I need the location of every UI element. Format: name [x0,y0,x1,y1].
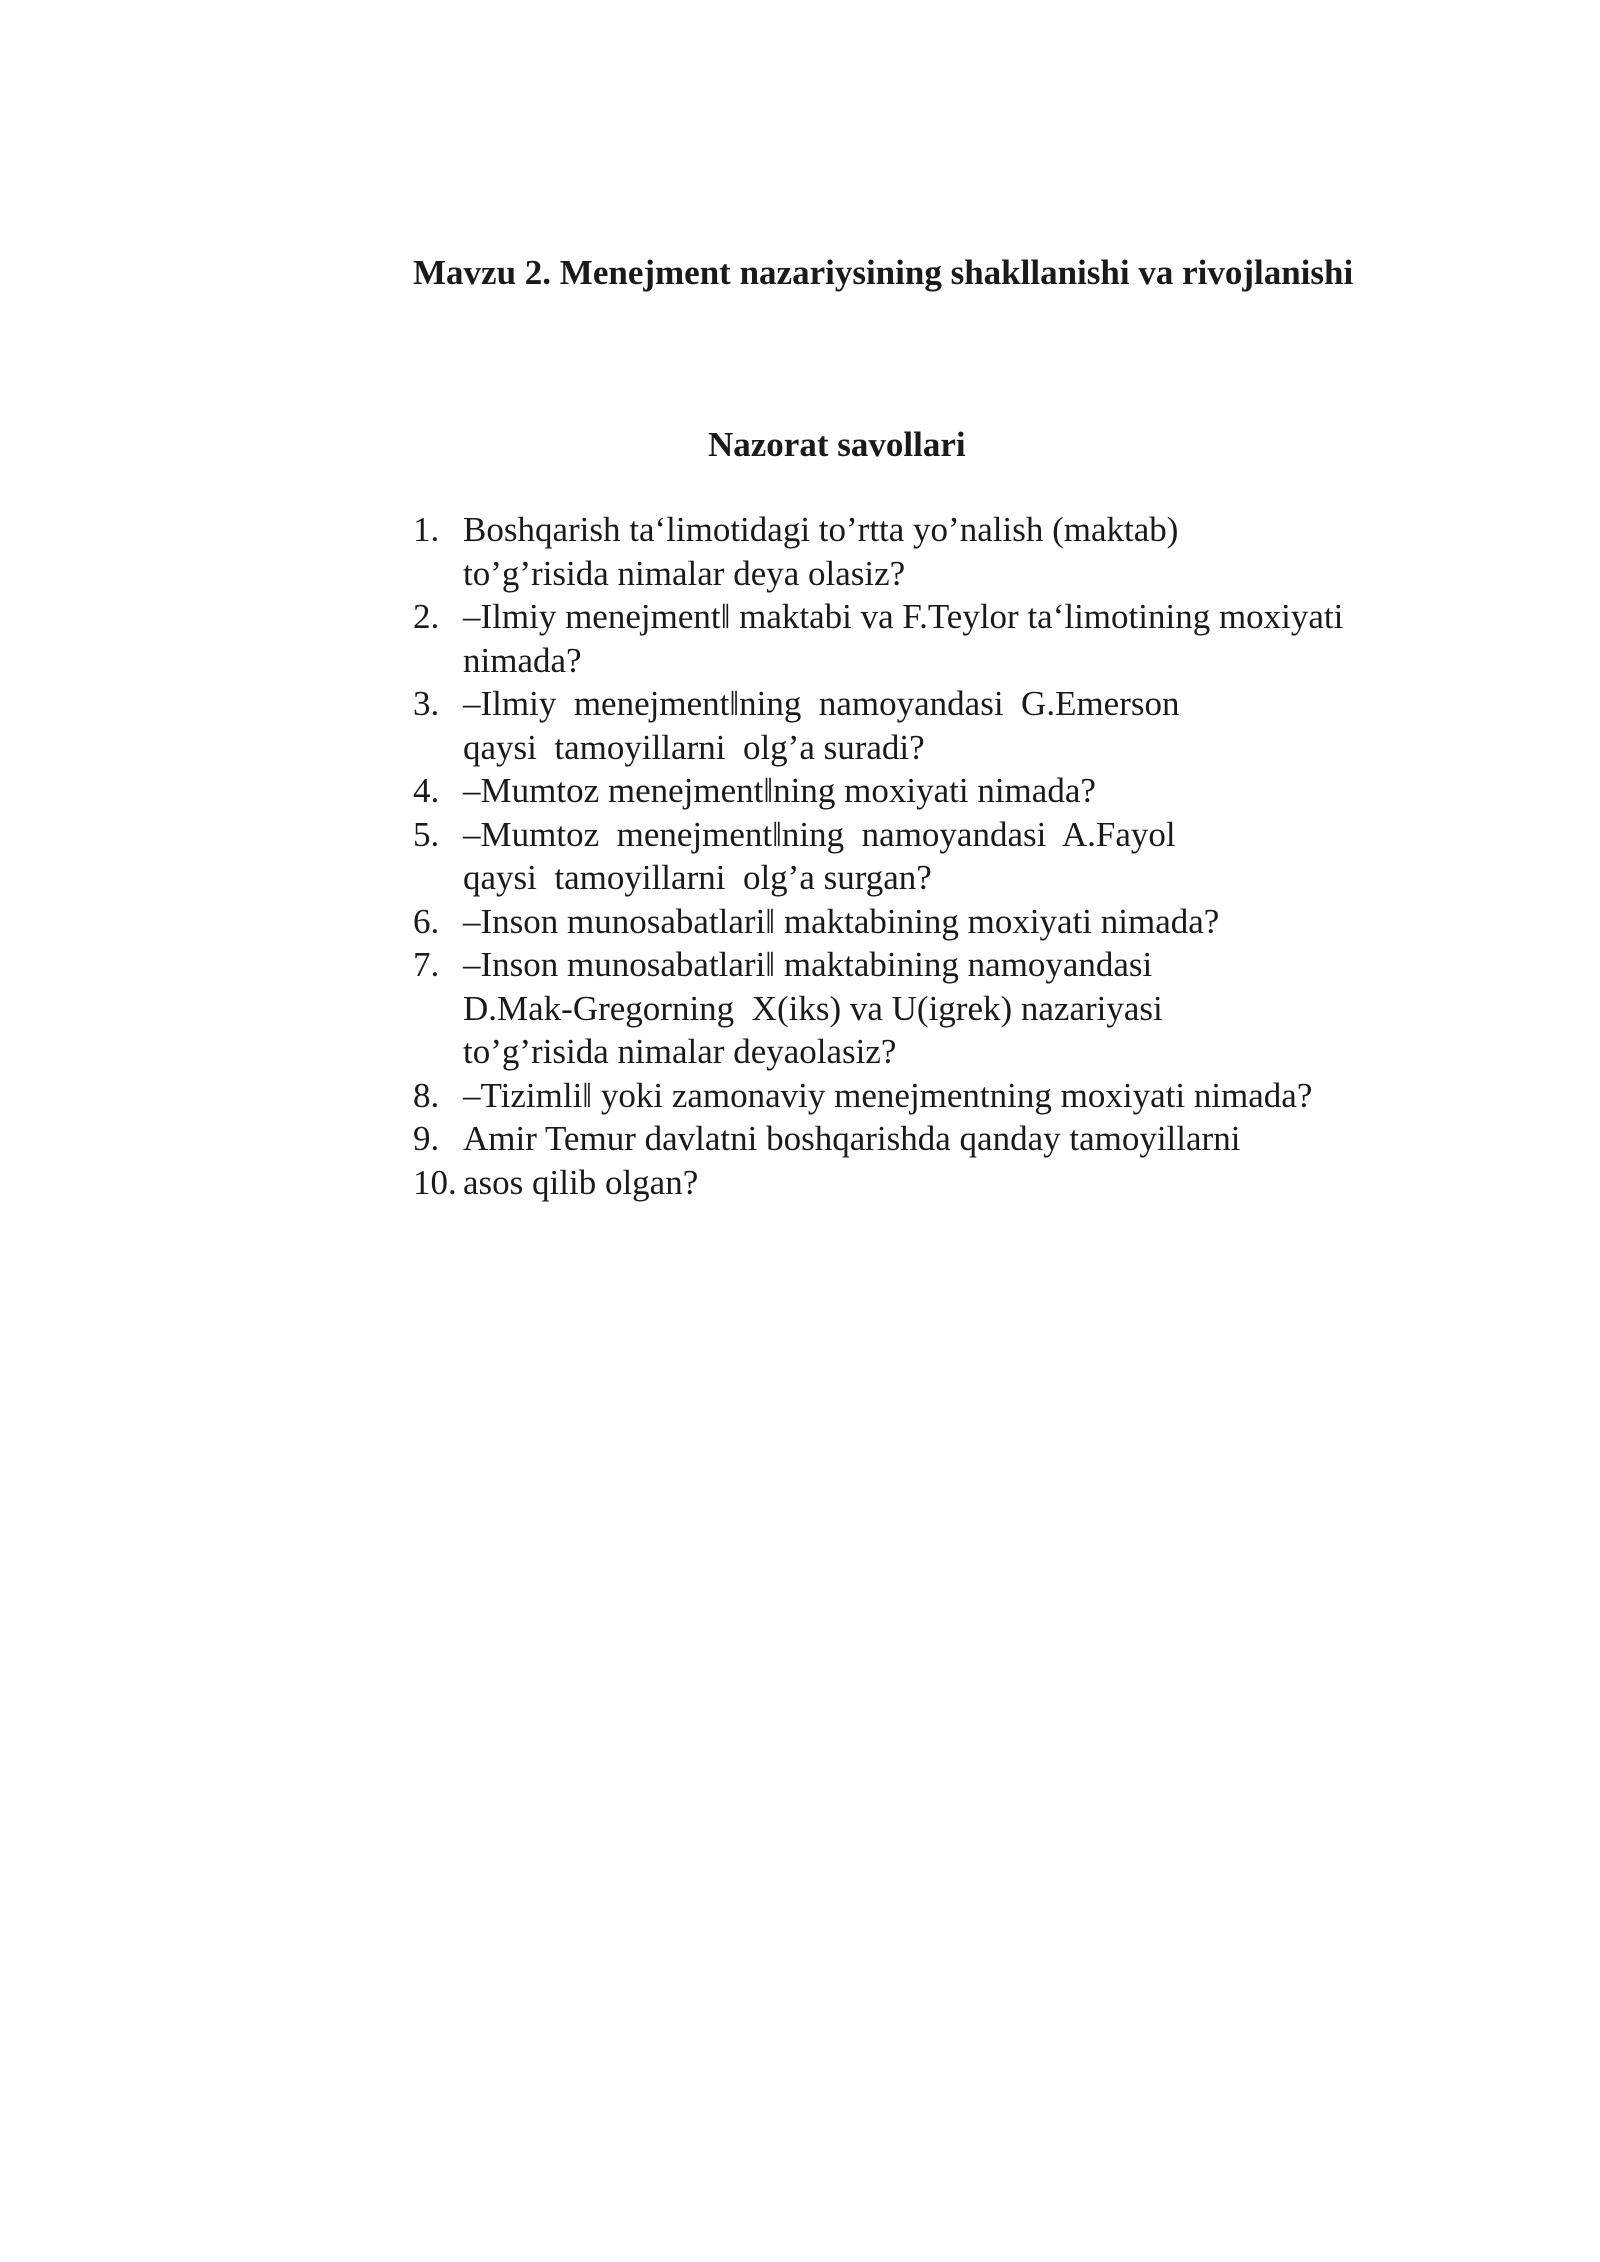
question-item [413,769,1343,813]
question-number: 7. [413,945,440,984]
question-number: 6. [413,901,440,941]
page-title: Mavzu 2. Menejment nazariysining shakllanishi va rivojlanishi [413,253,1354,292]
question-text [463,813,1176,900]
question-item [413,1074,1343,1118]
question-item [413,508,1343,595]
question-item [413,1161,1343,1205]
question-text [463,943,1163,1074]
question-line: –Mumtoz menejment‖ning moxiyati nimada? [463,771,1096,810]
question-line: D.Mak-Gregorning X(iks) va U(igrek) nazariyasi [463,988,1163,1028]
section-title: Nazorat savollari [708,425,966,464]
question-item [413,682,1343,769]
question-line: Boshqarish ta‘limotidagi to’rtta yo’nalish (maktab) [463,510,1179,549]
question-line: –Tizimli‖ yoki zamonaviy menejmentning moxiyati nimada? [463,1075,1313,1115]
question-line: qaysi tamoyillarni olg’a surgan? [463,858,932,897]
question-item [413,595,1343,682]
question-text [463,1161,698,1205]
question-number: 1. [413,510,440,549]
question-item [413,900,1343,944]
question-item [413,1117,1343,1161]
question-line: –Ilmiy menejment‖ning namoyandasi G.Emerson [463,684,1180,723]
question-line: –Ilmiy menejment‖ maktabi va F.Teylor ta‘limotining moxiyati [463,597,1344,636]
question-text [463,1074,1312,1118]
question-line: to’g’risida nimalar deyaolasiz? [463,1032,897,1071]
question-line: qaysi tamoyillarni olg’a suradi? [463,727,925,767]
question-number: 8. [413,1075,440,1115]
question-line: to’g’risida nimalar deya olasiz? [463,553,906,593]
question-text [463,900,1219,944]
question-text [463,508,1178,595]
question-text [463,595,1343,682]
question-line: nimada? [463,640,582,680]
question-number: 2. [413,597,440,636]
question-line: –Inson munosabatlari‖ maktabining namoyandasi [463,945,1153,984]
question-line: asos qilib olgan? [463,1162,699,1202]
question-number: 5. [413,814,440,854]
question-item [413,943,1343,1074]
question-text [463,682,1180,769]
question-line: –Inson munosabatlari‖ maktabining moxiyati nimada? [463,901,1220,941]
question-line: Amir Temur davlatni boshqarishda qanday tamoyillarni [463,1119,1241,1158]
question-item [413,813,1343,900]
question-line: –Mumtoz menejment‖ning namoyandasi A.Fayol [463,814,1176,854]
question-number: 9. [413,1119,440,1158]
question-text [463,769,1096,813]
question-text [463,1117,1240,1161]
question-number: 10. [413,1162,457,1202]
question-number: 4. [413,771,440,810]
question-list [413,508,1343,1204]
question-number: 3. [413,684,440,723]
